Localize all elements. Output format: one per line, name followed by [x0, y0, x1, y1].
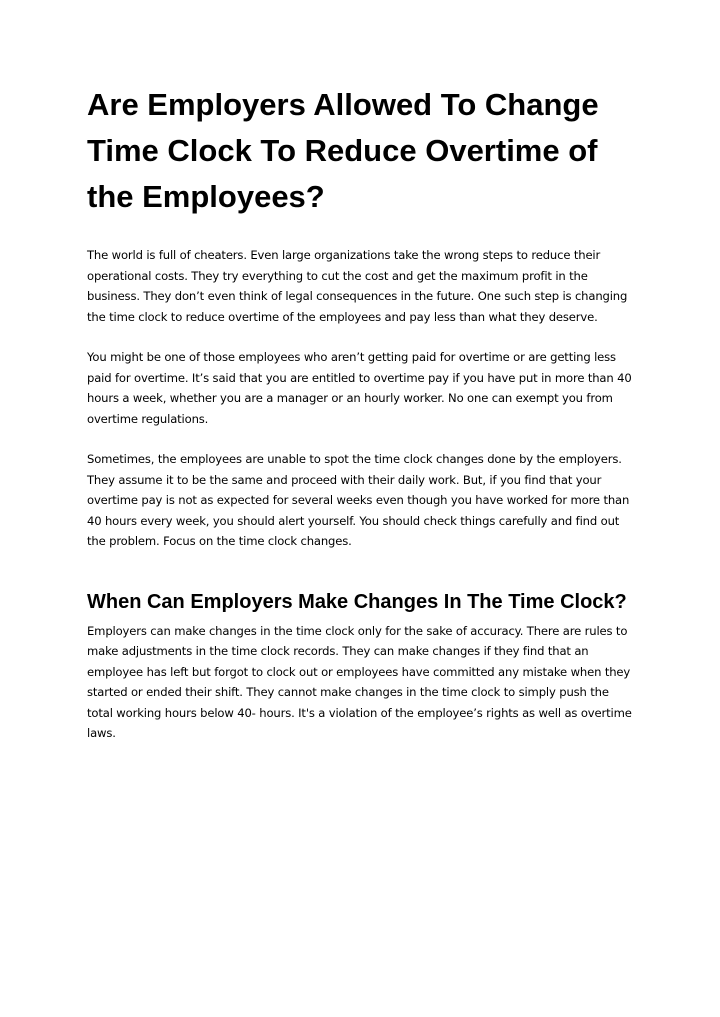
intro-paragraph-2: You might be one of those employees who aren’t getting paid for overtime or are getting less paid for overtime. It’s said that you are entitled to overtime pay if you have put in more than 40 hours a week, whether you are a manager or an hourly worker. No one can exempt you from overtime regulations.	[87, 350, 632, 426]
intro-paragraph-3: Sometimes, the employees are unable to spot the time clock changes done by the employers. They assume it to be the same and proceed with their daily work. But, if you find that your overtime pay is not as expected for several weeks even though you have worked for more than 40 hours every week, you should alert yourself. You should check things carefully and find out the problem. Focus on the time clock changes.	[87, 452, 630, 548]
intro-paragraph-1: The world is full of cheaters. Even large organizations take the wrong steps to reduce their operational costs. They try everything to cut the cost and get the maximum profit in the business. They don’t even think of legal consequences in the future. One such step is changing the time clock to reduce overtime of the employees and pay less than what they deserve.	[87, 248, 628, 324]
section-heading: When Can Employers Make Changes In The Time Clock?	[87, 590, 627, 613]
section-paragraph-1: Employers can make changes in the time clock only for the sake of accuracy. There are rules to make adjustments in the time clock records. They can make changes if they find that an employee has left but forgot to clock out or employees have committed any mistake when they started or ended their shift. They cannot make changes in the time clock to simply push the total working hours below 40- hours. It's a violation of the employee’s rights as well as overtime laws.	[87, 623, 632, 740]
document-page	[87, 82, 635, 764]
document-title: Are Employers Allowed To Change Time Clock To Reduce Overtime of the Employees?	[87, 87, 599, 214]
